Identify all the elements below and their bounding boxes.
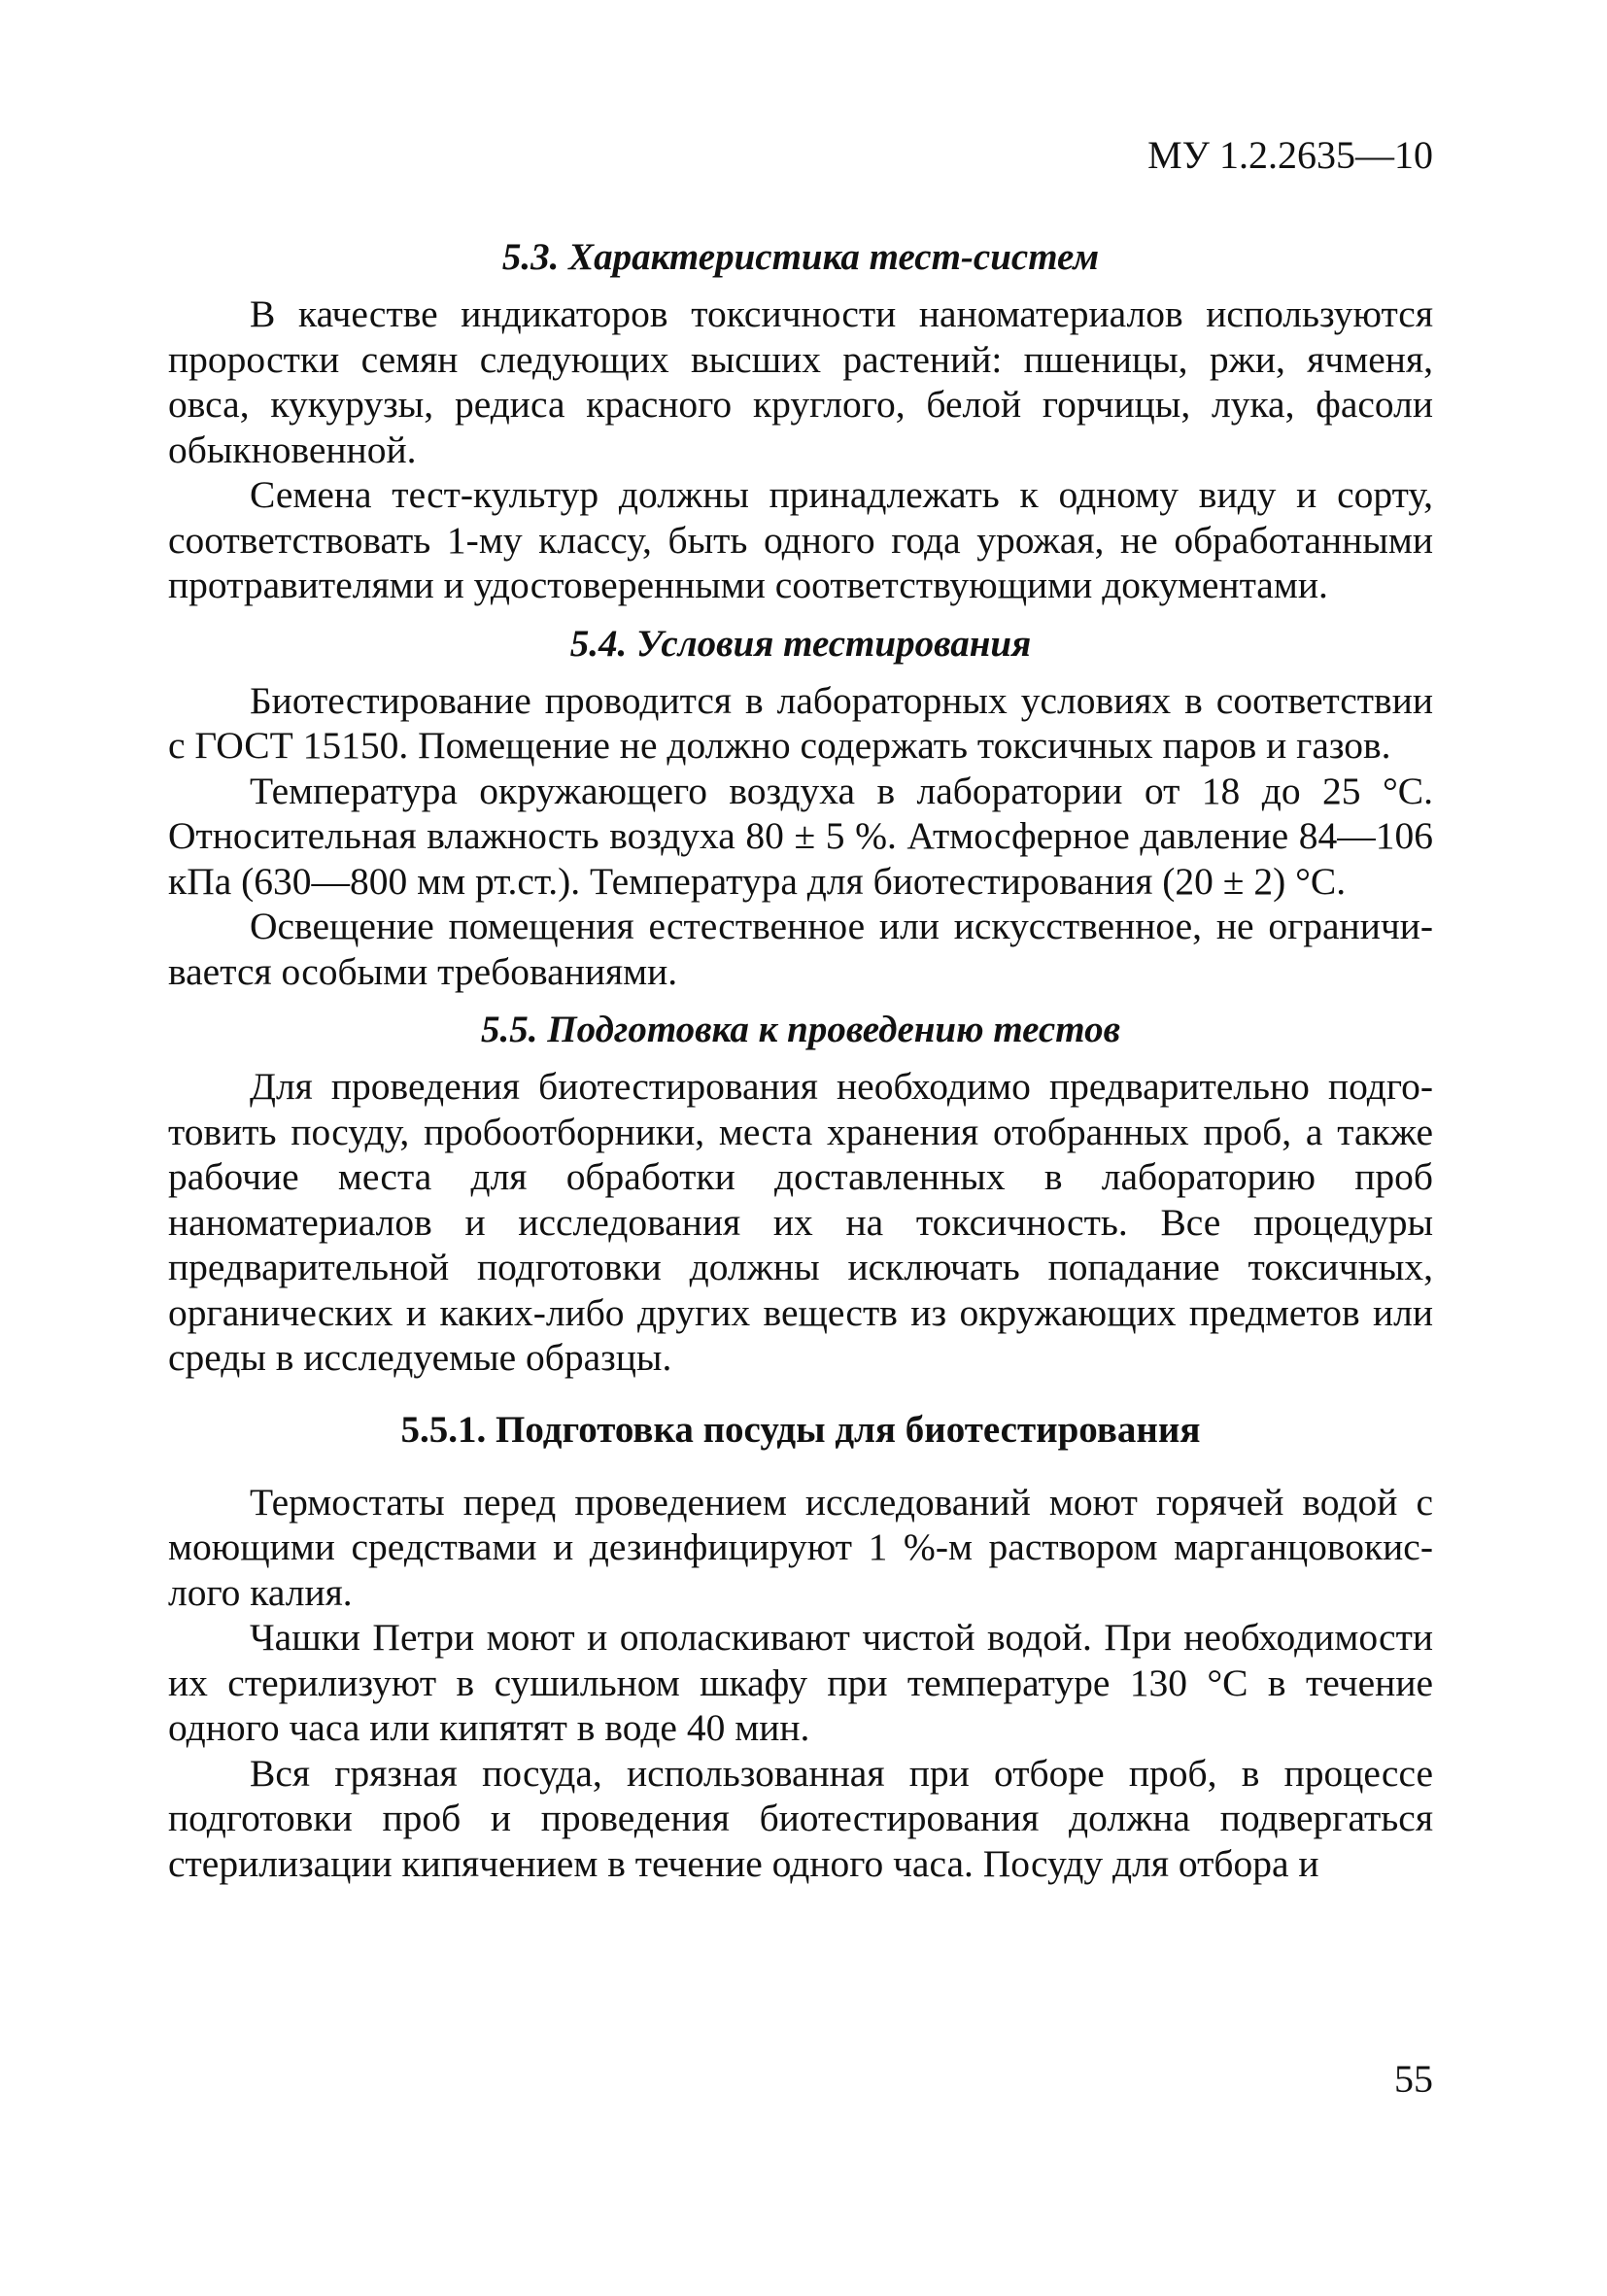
- document-page: [168, 0, 1433, 2296]
- paragraph-5-5-1-1: Термостаты перед проведением исследований моют горячей водой с моющими средствами и дезинфицируют 1 %-м раствором марганцовокислого калия.: [168, 1480, 1433, 1614]
- heading-5-4: 5.4. Условия тестирования: [569, 622, 1032, 665]
- paragraph-5-3-2: Семена тест-культур должны принадлежать к одному виду и сорту, соответствовать 1-му классу, быть одного года урожая, не обработанными протравителями и удостоверенными соответствующими документами.: [168, 473, 1433, 606]
- heading-5-5: 5.5. Подготовка к проведению тестов: [481, 1009, 1120, 1050]
- paragraph-5-3-1: В качестве индикаторов токсичности наноматериалов используются проростки семян следующих высших растений: пшеницы, ржи, ячменя, овса, кукурузы, редиса красного круглого, белой горчицы, лука, фасоли обыкновенной.: [168, 292, 1433, 471]
- paragraph-5-5-1: Для проведения биотестирования необходимо предварительно подготовить посуду, пробоотборники, места хранения отобранных проб, а также рабочие места для обработки доставленных в лабораторию проб наноматериалов и исследования их на токсичность. Все процедуры предварительной подготовки должны исключать попадание токсичных, органических и каких-либо других веществ из окружающих предметов или среды в исследуемые образцы.: [168, 1065, 1433, 1379]
- paragraph-5-4-3: Освещение помещения естественное или искусственное, не ограничивается особыми требованиями.: [168, 905, 1433, 993]
- paragraph-5-4-1: Биотестирование проводится в лабораторных условиях в соответствии с ГОСТ 15150. Помещение не должно содержать токсичных паров и газов.: [168, 678, 1433, 767]
- document-body: [168, 233, 1433, 1886]
- document-code: МУ 1.2.2635—10: [1147, 133, 1433, 177]
- paragraph-5-4-2: Температура окружающего воздуха в лаборатории от 18 до 25 °С. Относительная влажность воздуха 80 ± 5 %. Атмосферное давление 84—106 кПа (630—800 мм рт.ст.). Температура для биотестирования (20 ± 2) °С.: [168, 769, 1433, 903]
- paragraph-5-5-1-3: Вся грязная посуда, использованная при отборе проб, в процессе подготовки проб и проведения биотестирования должна подвергаться стерилизации кипячением в течение одного часа. Посуду для отбора и: [168, 1751, 1433, 1885]
- page-number: 55: [1394, 2057, 1433, 2101]
- heading-5-3: 5.3. Характеристика тест-систем: [501, 236, 1100, 278]
- heading-5-5-1: 5.5.1. Подготовка посуды для биотестирования: [400, 1408, 1201, 1451]
- paragraph-5-5-1-2: Чашки Петри моют и ополаскивают чистой водой. При необходимости их стерилизуют в сушильном шкафу при температуре 130 °С в течение одного часа или кипятят в воде 40 мин.: [168, 1616, 1433, 1749]
